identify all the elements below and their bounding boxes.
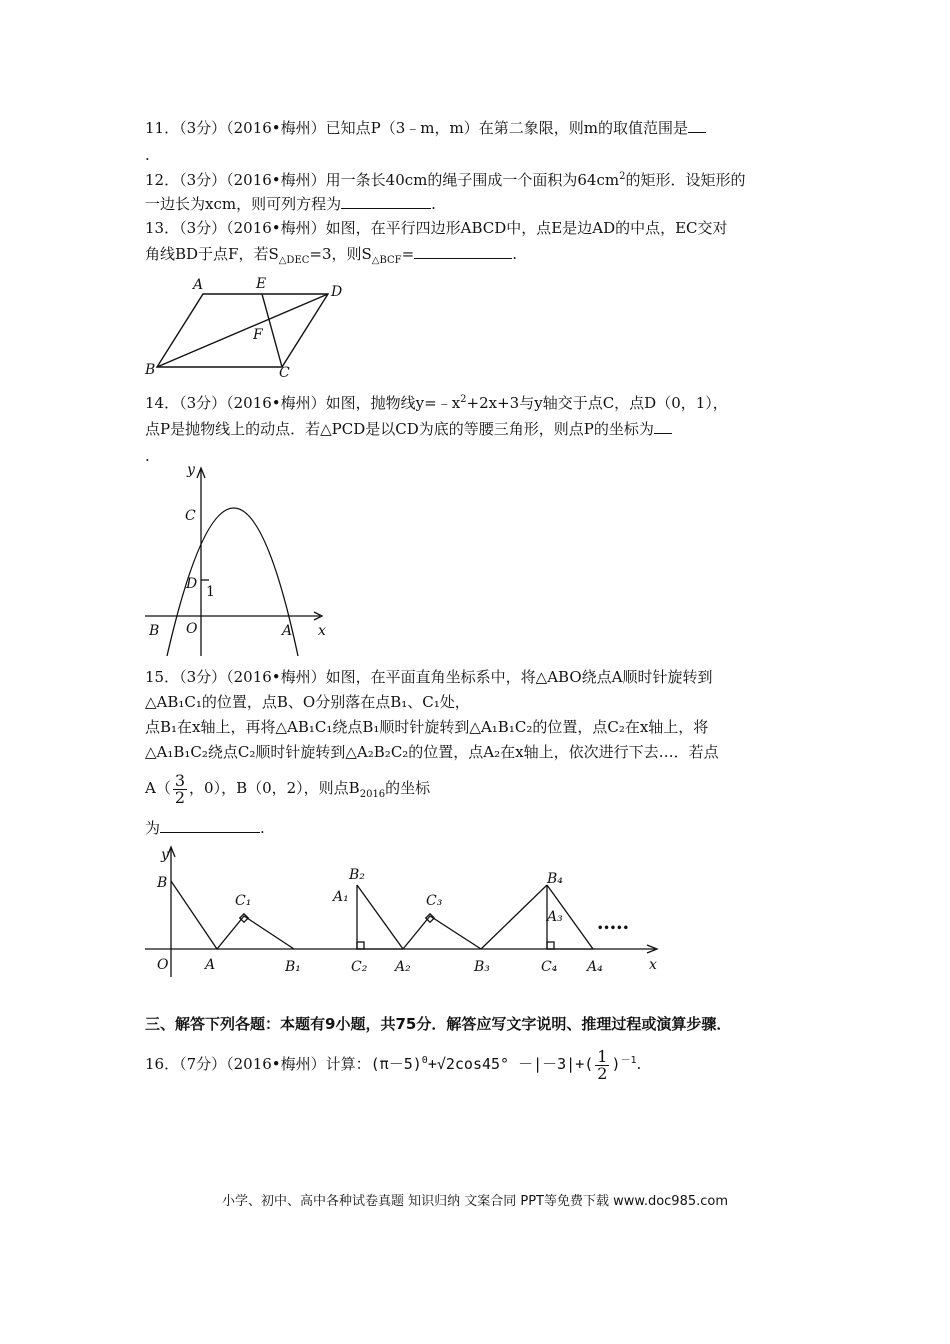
q14-text-a: 14．（3分）（2016•梅州）如图，抛物线y=﹣x	[145, 394, 461, 412]
label-c2: C₂	[351, 959, 368, 975]
diagonal-bd	[157, 294, 328, 367]
label-b4: B₄	[547, 871, 563, 887]
question-15-line4	[145, 742, 719, 762]
q15-text-e3: 的坐标	[385, 779, 431, 797]
q11-answer-blank[interactable]	[688, 118, 706, 133]
q12-text-a: 12．（3分）（2016•梅州）用一条长40cm的绳子围成一个面积为64cm	[145, 171, 620, 189]
label-c: C	[185, 508, 196, 524]
question-14	[145, 393, 728, 413]
q12-text-c: 一边长为xcm，则可列方程为	[145, 195, 342, 213]
label-c4: C₄	[541, 959, 558, 975]
label-a2: A₂	[395, 959, 411, 975]
label-b: B	[149, 623, 160, 639]
question-16	[145, 1046, 641, 1082]
triangle-chain-2	[403, 916, 481, 949]
axis-label-y: y	[161, 847, 169, 863]
label-b1: B₁	[285, 959, 301, 975]
q16-expr-b: +√2cos45° －|－3|+(	[427, 1055, 594, 1073]
q15-sub: 2016	[359, 789, 386, 800]
question-15-line2	[145, 692, 470, 712]
q15-text-c: 点B₁在x轴上，再将△AB₁C₁绕点B₁顺时针旋转到△A₁B₁C₂的位置，点C₂在x轴上，将	[145, 718, 709, 736]
page-footer: 小学、初中、高中各种试卷真题 知识归纳 文案合同 PPT等免费下载 www.doc985.com	[221, 1194, 729, 1209]
label-b: B	[145, 362, 156, 378]
label-c1: C₁	[235, 893, 252, 909]
label-d: D	[331, 284, 343, 300]
q14-sup: 2	[460, 394, 467, 405]
question-14-line2	[145, 419, 672, 439]
label-b3: B₃	[474, 959, 490, 975]
q16-frac-num: 1	[597, 1046, 608, 1066]
label-o: O	[186, 621, 198, 637]
triangle-chain-1	[171, 881, 294, 949]
q13-answer-blank[interactable]	[414, 244, 512, 259]
q12-sup: 2	[619, 171, 626, 182]
segment-ec	[262, 294, 282, 367]
question-12	[145, 170, 745, 190]
q14-dot: .	[145, 447, 150, 465]
q11-dot: .	[145, 146, 150, 164]
q14-parabola-figure	[140, 460, 340, 660]
q16-frac-den: 2	[597, 1063, 608, 1083]
q14-answer-blank[interactable]	[654, 419, 672, 434]
question-15-line5	[145, 770, 430, 806]
axis-label-y: y	[187, 462, 195, 478]
label-a: A	[282, 623, 293, 639]
segment-b3-b4	[481, 885, 547, 949]
label-a1: A₁	[333, 889, 349, 905]
question-13-line2	[145, 244, 517, 264]
q12-answer-blank[interactable]	[341, 194, 431, 209]
axis-label-x: x	[649, 957, 657, 973]
label-o: O	[157, 957, 169, 973]
q12-end: .	[431, 195, 436, 213]
question-13	[145, 218, 728, 238]
q15-answer-blank[interactable]	[160, 818, 260, 833]
q15-text-e1: A（	[145, 779, 171, 797]
q15-text-d: △A₁B₁C₂绕点C₂顺时针旋转到△A₂B₂C₂的位置，点A₂在x轴上，依次进行下去…．若点	[145, 743, 719, 761]
q16-expr-a: (π－5)	[370, 1055, 422, 1073]
q16-exp1: －1	[620, 1055, 637, 1066]
triangle-a1b2c2	[357, 885, 403, 949]
question-15-line3	[145, 717, 708, 737]
q11-text: 11．（3分）（2016•梅州）已知点P（3﹣m，m）在第二象限，则m的取值范围是	[145, 119, 688, 137]
label-a: A	[193, 277, 204, 293]
q15-text-b: △AB₁C₁的位置，点B、O分别落在点B₁、C₁处，	[145, 693, 470, 711]
axis-label-x: x	[318, 623, 326, 639]
q12-text-b: 的矩形．设矩形的	[625, 171, 746, 189]
q13-sub2: △BCF	[371, 255, 402, 266]
q15-text-f: 为	[145, 819, 161, 837]
continuation-dots: •••••	[597, 923, 629, 934]
label-c: C	[279, 365, 290, 381]
q14-text-c: 点P是抛物线上的动点．若△PCD是以CD为底的等腰三角形，则点P的坐标为	[145, 420, 654, 438]
question-15	[145, 667, 712, 687]
label-a: A	[205, 957, 216, 973]
q15-frac-num: 3	[174, 770, 186, 790]
section-3-heading: 三、解答下列各题：本题有9小题，共75分．解答应写文字说明、推理过程或演算步骤．	[145, 1015, 732, 1033]
q13-text-c: =3，则S	[309, 245, 372, 263]
q16-expr-c: )	[611, 1055, 621, 1073]
label-f: F	[253, 327, 263, 343]
q13-end: .	[512, 245, 517, 263]
q16-exp0: 0	[421, 1055, 428, 1066]
label-a4: A₄	[587, 959, 603, 975]
q15-text-e2: ，0），B（0，2），则点B	[189, 779, 360, 797]
q13-text-a: 13．（3分）（2016•梅州）如图，在平行四边形ABCD中，点E是边AD的中点，EC交对	[145, 219, 728, 237]
q15-frac-den: 2	[174, 787, 186, 807]
q15-rotation-figure	[145, 843, 675, 978]
label-b: B	[157, 875, 168, 891]
q15-fraction	[173, 770, 187, 807]
q15-end: .	[260, 819, 265, 837]
question-15-line6	[145, 818, 265, 838]
right-angle-c4	[547, 942, 554, 949]
label-d: D	[186, 576, 198, 592]
label-a3: A₃	[547, 909, 563, 925]
q15-text-a: 15．（3分）（2016•梅州）如图，在平面直角坐标系中，将△ABO绕点A顺时针旋转到	[145, 668, 713, 686]
q14-text-b: +2x+3与y轴交于点C，点D（0，1），	[466, 394, 728, 412]
q16-text: 16．（7分）（2016•梅州）计算：	[145, 1055, 371, 1073]
q13-text-d: =	[401, 245, 415, 263]
label-c3: C₃	[426, 893, 443, 909]
q16-fraction	[595, 1046, 609, 1083]
q13-sub1: △DEC	[278, 255, 310, 266]
label-b2: B₂	[349, 867, 365, 883]
right-angle-c2	[357, 942, 364, 949]
question-11	[145, 118, 706, 138]
q16-end: .	[636, 1055, 642, 1073]
q13-parallelogram-figure	[140, 272, 360, 382]
q13-text-b: 角线BD于点F，若S	[145, 245, 279, 263]
question-12-line2	[145, 194, 436, 214]
label-one: 1	[206, 584, 215, 600]
label-e: E	[256, 276, 267, 292]
